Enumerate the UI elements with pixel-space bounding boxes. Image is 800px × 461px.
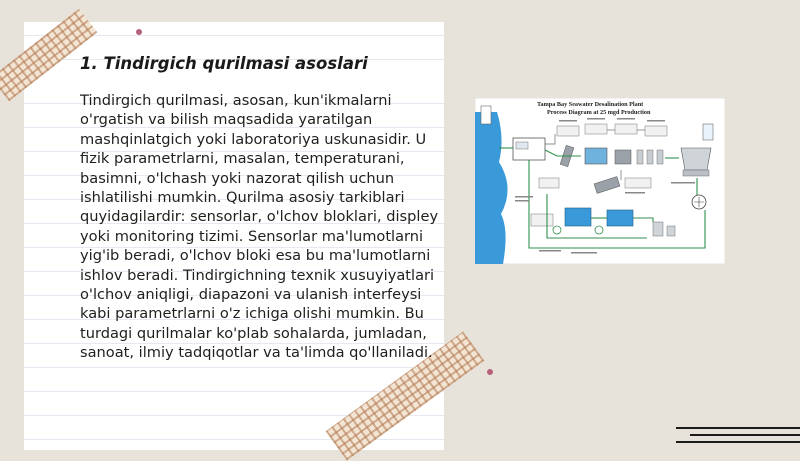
decorative-line-2: [690, 434, 800, 436]
ro-train-2: [607, 210, 633, 226]
decorative-line-3: [676, 441, 800, 443]
ro-train-1: [565, 208, 591, 226]
diagram-title-line1: Tampa Bay Seawater Desalination Plant: [537, 101, 644, 108]
decorative-line-1: [676, 427, 800, 429]
product-tank: [681, 148, 711, 170]
pin-dot-bottom: [487, 369, 493, 375]
process-diagram-image: [475, 98, 725, 264]
slide-body-text: Tindirgich qurilmasi, asosan, kun'ikmalarni o'rgatish va bilish maqsadida yaratilgan mashqinlatgich yoki laboratoriya uskunasidir. U fizik parametrlarni, masalan, temperaturani, basimni, o'lchash yoki nazorat qilish uchun ishlatilishi mumkin. Qurilma asosiy tarkiblari quyidagilardir: sensorlar, o'lchov bloklari, displey yoki monitoring tizimi. Sensorlar ma'lumotlarni yig'ib beradi, o'lchov bloki esa bu ma'lumotlarni ishlov beradi. Tindirgichning texnik xusuyiyatlari o'lchov aniqligi, diapazoni va ulanish interfeysi kabi parametrlarni o'z ichiga olishi mumkin. Bu turdagi qurilmalar ko'plab sohalarda, jumladan, sanoat, ilmiy tadqiqotlar va ta'limda qo'llaniladi.: [80, 92, 439, 362]
diagram-title-line2: Process Diagram at 25 mgd Production: [547, 109, 651, 116]
filter-basin: [585, 148, 607, 164]
process-diagram-svg: [475, 98, 725, 264]
slide-title: 1. Tindirgich qurilmasi asoslari: [80, 54, 368, 73]
pin-dot-top: [136, 29, 142, 35]
